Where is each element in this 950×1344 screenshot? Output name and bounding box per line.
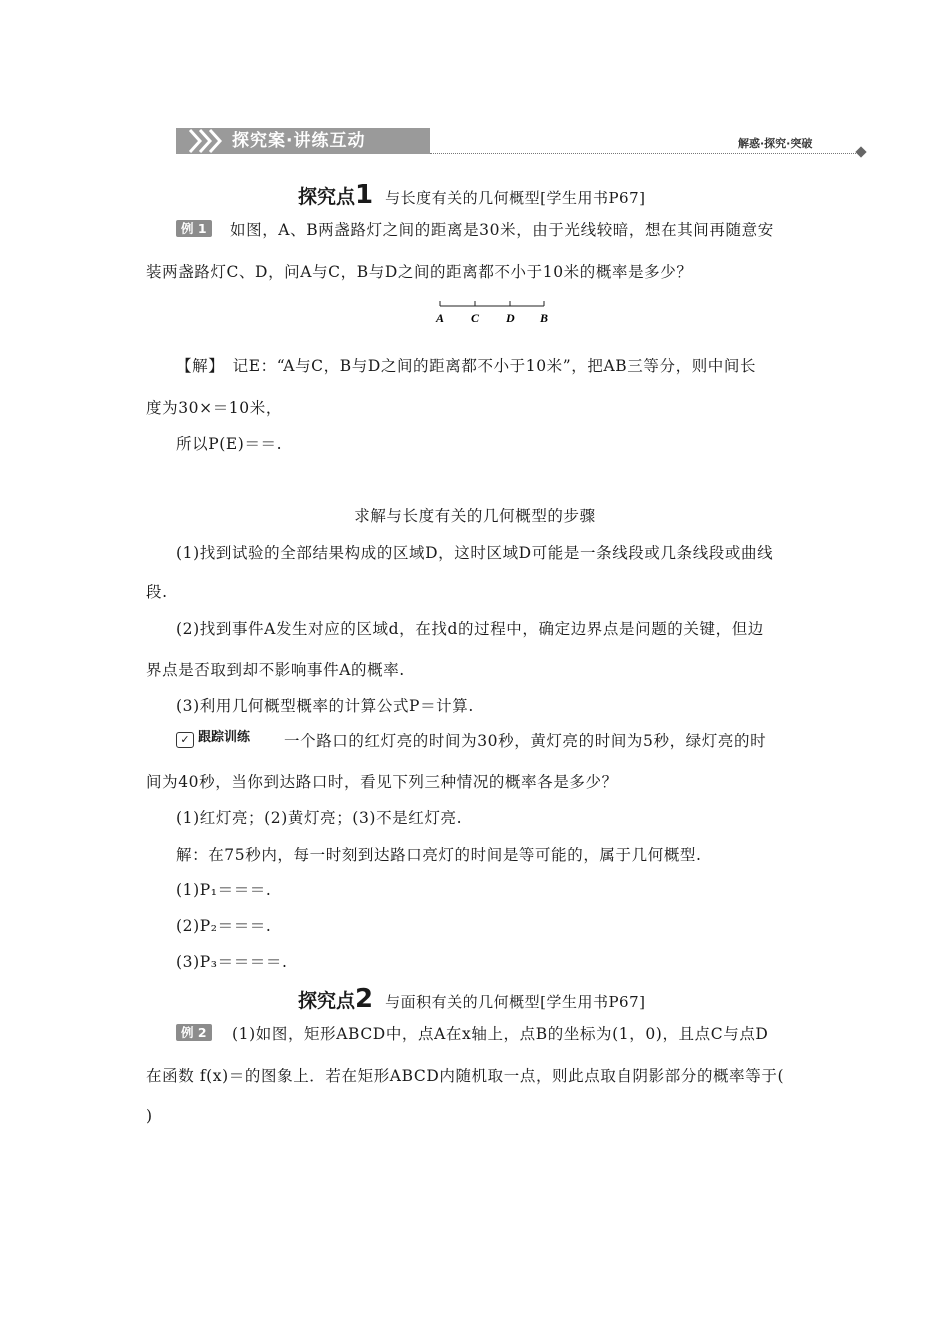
followup-line-3: (1)红灯亮；(2)黄灯亮；(3)不是红灯亮. (176, 809, 463, 827)
segment-figure (430, 296, 560, 328)
section-1-heading (298, 180, 646, 210)
example-1-line-2: 装两盏路灯C、D，问A与C，B与D之间的距离都不小于10米的概率是多少？ (146, 263, 693, 281)
steps-title: 求解与长度有关的几何概型的步骤 (354, 507, 596, 525)
example-2-badge: 例 2 (176, 1024, 212, 1041)
section-2-heading (298, 984, 646, 1014)
solution-line-2: 度为30×＝10米， (146, 399, 282, 417)
followup-answer-3: (3)P₃＝＝＝＝. (176, 953, 288, 971)
point-label-a: A (436, 311, 445, 325)
step-1-line-2: 段. (146, 583, 168, 601)
example-2-line-2: 在函数 f(x)＝的图象上．若在矩形ABCD内随机取一点，则此点取自阴影部分的概率等于( (146, 1067, 785, 1085)
followup-answer-2: (2)P₂＝＝＝. (176, 917, 272, 935)
followup-line-2: 间为40秒，当你到达路口时，看见下列三种情况的概率各是多少？ (146, 773, 618, 791)
followup-badge (176, 730, 250, 748)
followup-badge-label: 跟踪训练 (198, 730, 251, 745)
step-2-line-1: (2)找到事件A发生对应的区域d，在找d的过程中，确定边界点是问题的关键，但边 (176, 620, 764, 638)
section-label: 探究点 (298, 990, 356, 1012)
check-icon: ✓ (176, 732, 194, 748)
example-1-badge: 例 1 (176, 220, 212, 237)
banner-divider (430, 153, 860, 154)
section-subtitle: 与长度有关的几何概型[学生用书P67] (385, 189, 646, 207)
section-subtitle: 与面积有关的几何概型[学生用书P67] (385, 993, 646, 1011)
section-label: 探究点 (298, 186, 356, 208)
diamond-icon (855, 146, 866, 157)
example-2-line-3: ) (146, 1107, 153, 1125)
example-1-line-1: 如图，A、B两盏路灯之间的距离是30米，由于光线较暗，想在其间再随意安 (230, 221, 774, 239)
chevron-right-icon (184, 128, 234, 154)
section-number: 2 (355, 984, 374, 1014)
banner-tagline: 解惑·探究·突破 (738, 137, 813, 150)
solution-line-3: 所以P(E)＝＝. (176, 435, 283, 453)
point-label-c: C (471, 311, 480, 325)
solution-line-1: 【解】 记E：“A与C，B与D之间的距离都不小于10米”，把AB三等分，则中间长 (176, 357, 757, 375)
followup-line-1: 一个路口的红灯亮的时间为30秒，黄灯亮的时间为5秒，绿灯亮的时 (284, 732, 767, 750)
step-1-line-1: (1)找到试验的全部结果构成的区域D，这时区域D可能是一条线段或几条线段或曲线 (176, 544, 774, 562)
point-label-d: D (506, 311, 515, 325)
followup-line-4: 解：在75秒内，每一时刻到达路口亮灯的时间是等可能的，属于几何概型. (176, 846, 702, 864)
banner-title: 探究案·讲练互动 (232, 131, 366, 151)
step-3: (3)利用几何概型概率的计算公式P＝计算. (176, 697, 474, 715)
point-label-b: B (540, 311, 549, 325)
example-2-line-1: (1)如图，矩形ABCD中，点A在x轴上，点B的坐标为(1，0)，且点C与点D (232, 1025, 769, 1043)
followup-answer-1: (1)P₁＝＝＝. (176, 881, 272, 899)
section-number: 1 (355, 180, 374, 210)
step-2-line-2: 界点是否取到却不影响事件A的概率. (146, 661, 405, 679)
